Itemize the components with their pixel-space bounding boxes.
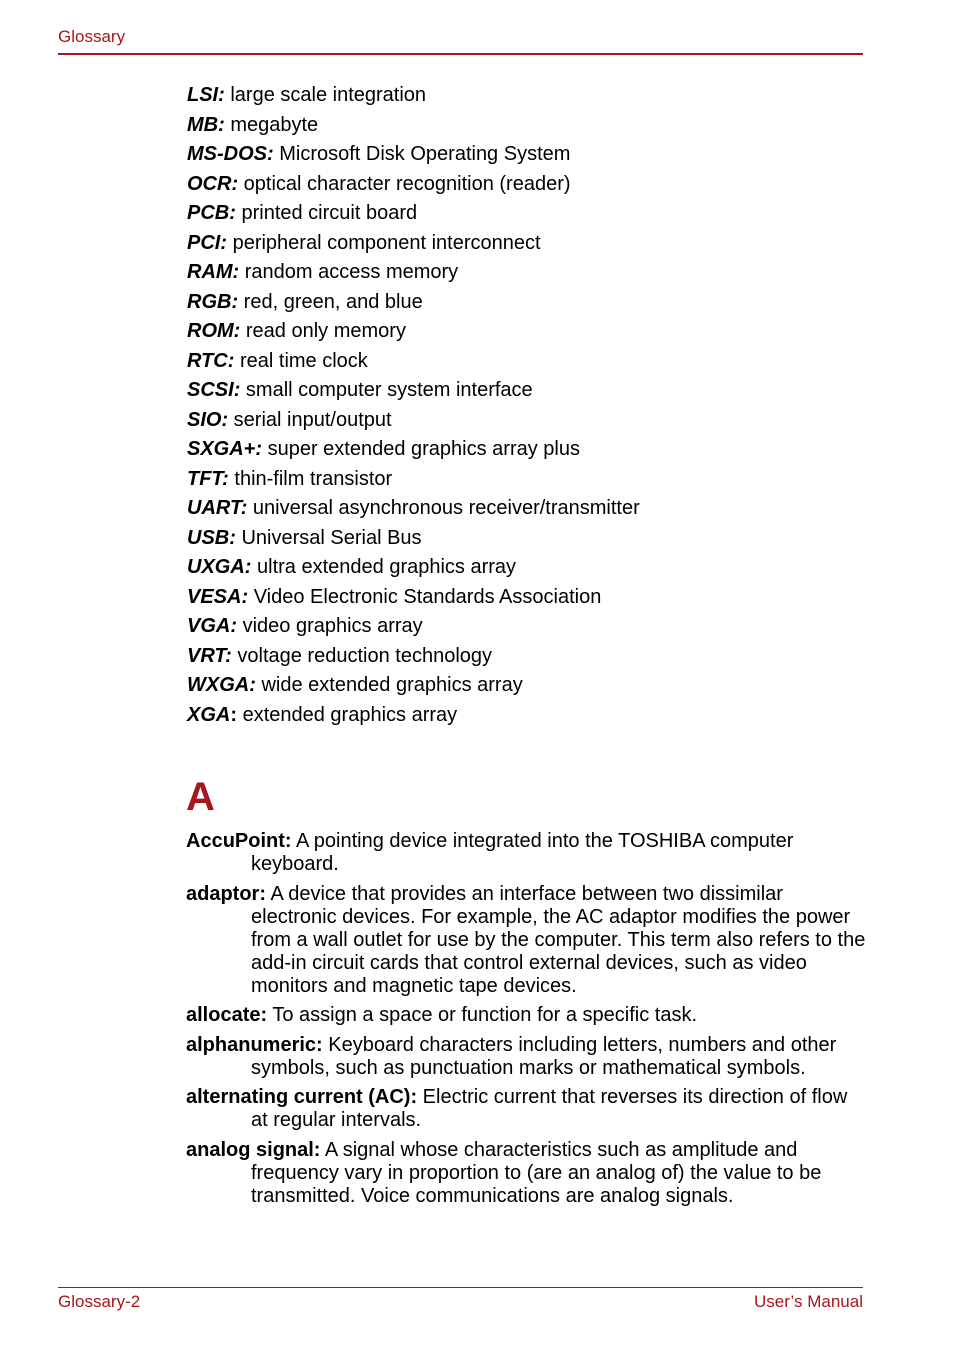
- glossary-definition: Keyboard characters including letters, numbers and other symbols, such as punctuation marks or mathematical symbols.: [251, 1033, 837, 1079]
- abbreviation-definition: Universal Serial Bus: [235, 526, 422, 549]
- abbreviation-term-text: VRT: [187, 644, 226, 667]
- abbreviation-term: [187, 320, 240, 342]
- abbreviation-item: [187, 465, 640, 495]
- abbreviation-term: [187, 84, 225, 106]
- abbreviation-item: [187, 111, 640, 141]
- abbreviation-item: [187, 317, 640, 347]
- abbreviation-definition: printed circuit board: [235, 202, 418, 224]
- abbreviation-term-colon: :: [230, 703, 238, 726]
- abbreviation-term-colon: :: [240, 497, 248, 519]
- abbreviation-term-colon: :: [220, 231, 228, 254]
- glossary-term: adaptor:: [186, 882, 266, 905]
- abbreviation-term-text: SCSI: [187, 379, 234, 401]
- abbreviation-term-colon: :: [233, 320, 241, 342]
- abbreviation-term: [187, 232, 227, 254]
- abbreviation-term: [187, 497, 247, 519]
- glossary-entry: [186, 1034, 866, 1080]
- abbreviation-item: [187, 583, 640, 613]
- abbreviation-term-text: MB: [187, 113, 219, 136]
- abbreviation-term-colon: :: [218, 113, 225, 136]
- abbreviation-item: [187, 229, 640, 259]
- abbreviation-item: [187, 553, 640, 583]
- abbreviation-definition: peripheral component interconnect: [227, 231, 541, 254]
- abbreviation-term-text: UXGA: [187, 556, 245, 578]
- abbreviation-definition: serial input/output: [228, 408, 392, 431]
- abbreviation-definition: voltage reduction technology: [231, 644, 493, 667]
- abbreviation-term-colon: :: [255, 438, 263, 460]
- abbreviation-item: [187, 435, 640, 465]
- abbreviation-term-text: TFT: [187, 467, 223, 490]
- abbreviation-term-colon: :: [231, 172, 239, 195]
- abbreviation-definition: megabyte: [224, 113, 319, 136]
- running-header: Glossary: [58, 27, 126, 46]
- abbreviation-item: [187, 701, 640, 731]
- header-rule: [58, 53, 863, 55]
- abbreviation-item: [187, 524, 640, 554]
- abbreviation-term-text: VESA: [187, 585, 242, 608]
- abbreviation-term-text: SIO: [187, 408, 222, 431]
- abbreviation-definition: wide extended graphics array: [255, 674, 523, 696]
- abbreviation-definition: random access memory: [239, 261, 459, 283]
- abbreviation-term: [187, 350, 234, 372]
- abbreviation-item: [187, 376, 640, 406]
- abbreviation-term: [187, 143, 274, 165]
- abbreviation-definition: Video Electronic Standards Association: [248, 585, 602, 608]
- abbreviation-item: [187, 288, 640, 318]
- abbreviation-term-text: LSI: [187, 84, 219, 106]
- abbreviation-definition: thin-film transistor: [228, 467, 393, 490]
- abbreviation-term-colon: :: [218, 84, 225, 106]
- abbreviation-definition: red, green, and blue: [238, 290, 423, 313]
- abbreviation-term: [187, 615, 237, 637]
- abbreviation-item: [187, 81, 640, 111]
- abbreviation-term-text: RGB: [187, 290, 232, 313]
- abbreviation-term-colon: :: [249, 674, 256, 696]
- abbreviation-definition: Microsoft Disk Operating System: [273, 143, 571, 165]
- abbreviation-item: [187, 140, 640, 170]
- glossary-entry-list: [186, 830, 866, 1214]
- abbreviation-term: [187, 527, 236, 549]
- glossary-term: analog signal:: [186, 1138, 321, 1161]
- glossary-definition: Electric current that reverses its direction of flow at regular intervals.: [251, 1086, 848, 1131]
- abbreviation-item: [187, 642, 640, 672]
- abbreviation-term-text: ROM: [187, 320, 234, 342]
- glossary-term: allocate:: [186, 1004, 268, 1026]
- abbreviation-term-colon: :: [267, 143, 274, 165]
- abbreviation-item: [187, 258, 640, 288]
- abbreviation-term-text: MS-DOS: [187, 143, 267, 165]
- glossary-definition: A signal whose characteristics such as amplitude and frequency vary in proportion to (are an analog of) the value to be transmitted. Voice communications are analog signals.: [251, 1138, 822, 1207]
- glossary-term: alphanumeric:: [186, 1033, 323, 1056]
- footer-manual-title: User’s Manual: [754, 1292, 863, 1311]
- abbreviation-definition: small computer system interface: [240, 379, 533, 401]
- abbreviation-term-colon: :: [222, 467, 229, 490]
- abbreviation-term: [187, 409, 228, 431]
- abbreviation-term-colon: :: [229, 202, 236, 224]
- abbreviation-term-colon: :: [244, 556, 252, 578]
- abbreviation-term-text: RTC: [187, 349, 228, 372]
- abbreviation-definition: read only memory: [240, 320, 406, 342]
- abbreviation-item: [187, 199, 640, 229]
- glossary-entry: [186, 1004, 866, 1027]
- abbreviation-item: [187, 671, 640, 701]
- abbreviation-term: [187, 704, 237, 726]
- abbreviation-term: [187, 645, 232, 667]
- abbreviation-term-colon: :: [225, 644, 232, 667]
- glossary-entry: [186, 830, 866, 876]
- abbreviation-term-text: USB: [187, 526, 230, 549]
- glossary-entry: [186, 883, 866, 998]
- abbreviation-term-text: XGA: [187, 703, 231, 726]
- abbreviation-term-text: PCI: [187, 231, 221, 254]
- section-letter-heading: A: [186, 775, 215, 819]
- abbreviation-definition: real time clock: [234, 349, 368, 372]
- abbreviation-term-colon: :: [230, 615, 238, 637]
- glossary-definition: A device that provides an interface between two dissimilar electronic devices. For example, the AC adaptor modifies the power from a wall outlet for use by the computer. This term also refers to the add-in circuit cards that control external devices, such as video monitors and magnetic tape devices.: [251, 882, 866, 997]
- abbreviation-item: [187, 612, 640, 642]
- abbreviation-term-text: SXGA+: [187, 438, 256, 460]
- abbreviation-definition: super extended graphics array plus: [262, 438, 580, 460]
- abbreviation-term: [187, 291, 238, 313]
- abbreviation-term-colon: :: [233, 379, 241, 401]
- abbreviation-term-colon: :: [231, 290, 239, 313]
- footer-page-label: Glossary-2: [58, 1292, 141, 1311]
- abbreviation-term-text: WXGA: [187, 674, 250, 696]
- glossary-term: AccuPoint:: [186, 830, 292, 852]
- abbreviation-term-text: UART: [187, 497, 241, 519]
- footer-rule: [58, 1287, 863, 1288]
- abbreviation-term-text: VGA: [187, 615, 231, 637]
- abbreviation-item: [187, 170, 640, 200]
- abbreviation-term: [187, 674, 256, 696]
- abbreviation-definition: large scale integration: [224, 84, 427, 106]
- abbreviation-term: [187, 556, 251, 578]
- abbreviation-list: [187, 81, 640, 730]
- abbreviation-item: [187, 347, 640, 377]
- abbreviation-item: [187, 406, 640, 436]
- abbreviation-term-colon: :: [232, 261, 240, 283]
- abbreviation-term: [187, 202, 236, 224]
- abbreviation-definition: optical character recognition (reader): [238, 172, 571, 195]
- glossary-term: alternating current (AC):: [186, 1086, 418, 1108]
- abbreviation-term-colon: :: [241, 585, 249, 608]
- abbreviation-definition: universal asynchronous receiver/transmitter: [247, 497, 640, 519]
- abbreviation-term: [187, 261, 239, 283]
- abbreviation-definition: extended graphics array: [237, 703, 458, 726]
- abbreviation-term-colon: :: [229, 526, 236, 549]
- abbreviation-term: [187, 438, 262, 460]
- abbreviation-term: [187, 114, 225, 136]
- glossary-entry: [186, 1139, 866, 1208]
- abbreviation-item: [187, 494, 640, 524]
- abbreviation-term: [187, 379, 240, 401]
- abbreviation-term-colon: :: [227, 349, 235, 372]
- glossary-definition: A pointing device integrated into the TOSHIBA computer keyboard.: [251, 830, 794, 875]
- abbreviation-term: [187, 468, 229, 490]
- glossary-entry: [186, 1086, 866, 1132]
- abbreviation-term: [187, 173, 238, 195]
- abbreviation-term-text: RAM: [187, 261, 233, 283]
- abbreviation-term-text: PCB: [187, 202, 230, 224]
- abbreviation-definition: video graphics array: [237, 615, 423, 637]
- abbreviation-term-colon: :: [221, 408, 229, 431]
- abbreviation-definition: ultra extended graphics array: [251, 556, 517, 578]
- abbreviation-term-text: OCR: [187, 172, 232, 195]
- abbreviation-term: [187, 586, 248, 608]
- glossary-definition: To assign a space or function for a specific task.: [267, 1004, 698, 1026]
